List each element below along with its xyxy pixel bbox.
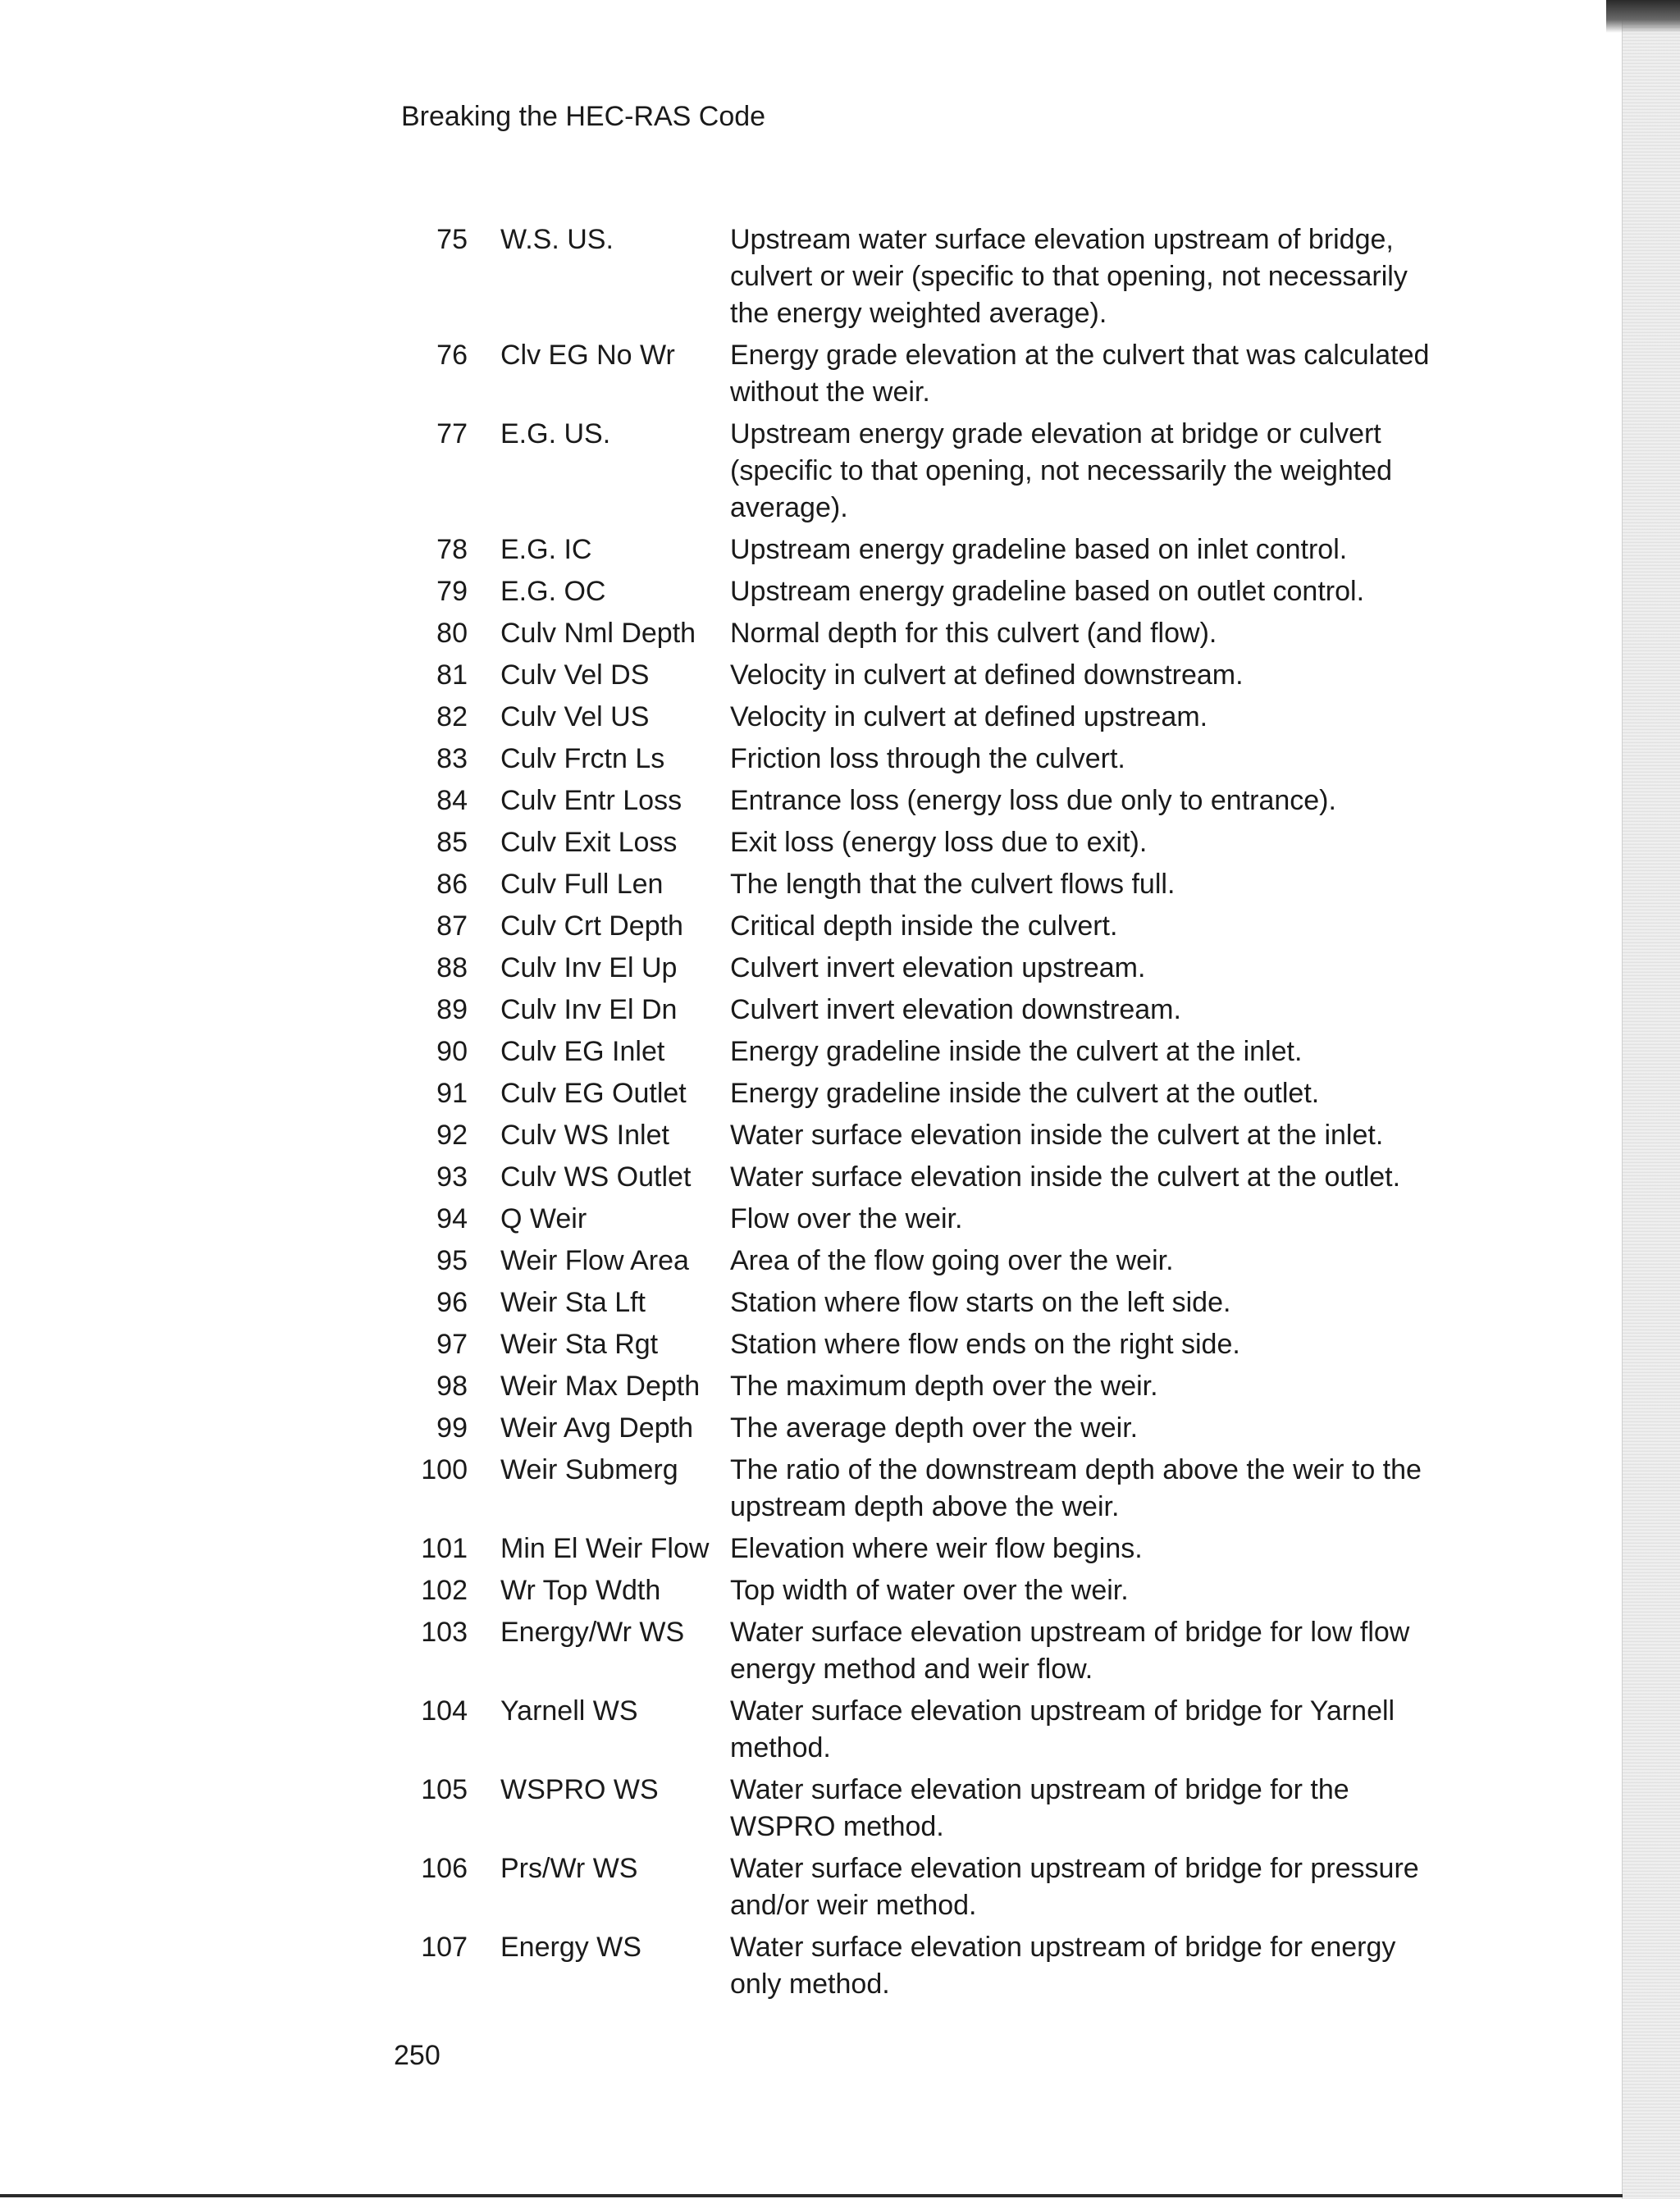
entry-number: 77 — [436, 418, 468, 449]
list-item — [410, 992, 1493, 1029]
list-item — [410, 337, 1493, 411]
variable-description: Normal depth for this culvert (and flow). — [730, 618, 1217, 649]
entry-number: 98 — [436, 1371, 468, 1402]
entry-number: 75 — [436, 224, 468, 255]
variable-description: Water surface elevation upstream of bridge for Yarnell method. — [730, 1695, 1395, 1763]
list-item — [410, 1614, 1493, 1688]
list-item — [410, 1243, 1493, 1280]
entry-number: 88 — [436, 952, 468, 983]
variable-description: Entrance loss (energy loss due only to entrance). — [730, 785, 1336, 816]
variable-description: Culvert invert elevation upstream. — [730, 952, 1146, 983]
entry-number: 94 — [436, 1203, 468, 1234]
variable-description: The ratio of the downstream depth above the weir to the upstream depth above the weir. — [730, 1454, 1422, 1522]
variable-description: Velocity in culvert at defined downstream. — [730, 659, 1244, 691]
list-item — [410, 615, 1493, 652]
variable-name: Culv EG Inlet — [500, 1036, 665, 1067]
variable-description: Flow over the weir. — [730, 1203, 963, 1234]
entry-number: 76 — [436, 340, 468, 371]
variable-description: The maximum depth over the weir. — [730, 1371, 1158, 1402]
entry-number: 89 — [436, 994, 468, 1025]
list-item — [410, 1326, 1493, 1363]
entry-number: 95 — [436, 1245, 468, 1276]
variable-description: Water surface elevation inside the culvert at the outlet. — [730, 1161, 1401, 1193]
list-item — [410, 908, 1493, 945]
variable-description: Water surface elevation upstream of bridge for low flow energy method and weir flow. — [730, 1617, 1410, 1685]
list-item — [410, 782, 1493, 819]
variable-name: Clv EG No Wr — [500, 340, 675, 371]
list-item — [410, 221, 1493, 332]
entry-number: 82 — [436, 701, 468, 732]
variable-name: Culv Entr Loss — [500, 785, 682, 816]
variable-description: Upstream energy grade elevation at bridge or culvert (specific to that opening, not necessarily the weighted average). — [730, 418, 1393, 523]
variable-description: Water surface elevation inside the culvert at the inlet. — [730, 1120, 1384, 1151]
entry-number: 97 — [436, 1329, 468, 1360]
variable-description: Energy gradeline inside the culvert at the outlet. — [730, 1078, 1320, 1109]
variable-description: Elevation where weir flow begins. — [730, 1533, 1143, 1564]
variable-name: Culv Full Len — [500, 869, 664, 900]
variable-name: E.G. OC — [500, 576, 606, 607]
variable-name: W.S. US. — [500, 224, 614, 255]
variable-name: Culv WS Inlet — [500, 1120, 669, 1151]
list-item — [410, 573, 1493, 610]
variable-name: Weir Submerg — [500, 1454, 678, 1485]
variable-description: Upstream water surface elevation upstream of bridge, culvert or weir (specific to that opening, not necessarily the energy weighted average). — [730, 224, 1408, 329]
variable-name: Culv Nml Depth — [500, 618, 696, 649]
entry-number: 87 — [436, 910, 468, 942]
list-item — [410, 657, 1493, 694]
variable-name: Culv WS Outlet — [500, 1161, 692, 1193]
variable-description: Culvert invert elevation downstream. — [730, 994, 1181, 1025]
variable-description: Station where flow starts on the left side. — [730, 1287, 1231, 1318]
entry-number: 107 — [421, 1932, 468, 1963]
list-item — [410, 1850, 1493, 1924]
variable-name: Min El Weir Flow — [500, 1533, 710, 1564]
entry-number: 84 — [436, 785, 468, 816]
list-item — [410, 699, 1493, 736]
variable-name: Culv Vel DS — [500, 659, 650, 691]
entry-number: 96 — [436, 1287, 468, 1318]
list-item — [410, 824, 1493, 861]
variable-name: Wr Top Wdth — [500, 1575, 661, 1606]
variable-description: Upstream energy gradeline based on inlet control. — [730, 534, 1348, 565]
variable-name: Energy WS — [500, 1932, 641, 1963]
variable-name: Weir Sta Lft — [500, 1287, 646, 1318]
variable-description: Water surface elevation upstream of bridge for energy only method. — [730, 1932, 1396, 2000]
entry-number: 92 — [436, 1120, 468, 1151]
variable-description: The length that the culvert flows full. — [730, 869, 1176, 900]
variable-description: Energy gradeline inside the culvert at the inlet. — [730, 1036, 1303, 1067]
entry-number: 102 — [421, 1575, 468, 1606]
list-item — [410, 532, 1493, 568]
entry-number: 80 — [436, 618, 468, 649]
list-item — [410, 416, 1493, 527]
variable-name: Weir Flow Area — [500, 1245, 689, 1276]
variable-description: Upstream energy gradeline based on outlet control. — [730, 576, 1365, 607]
variable-name: Energy/Wr WS — [500, 1617, 685, 1648]
variable-name: WSPRO WS — [500, 1774, 659, 1805]
list-item — [410, 1033, 1493, 1070]
entry-number: 83 — [436, 743, 468, 774]
running-header: Breaking the HEC-RAS Code — [401, 101, 766, 132]
variable-description: Friction loss through the culvert. — [730, 743, 1125, 774]
page-bottom-edge — [0, 2194, 1623, 2197]
list-item — [410, 1201, 1493, 1238]
variable-name: Culv Inv El Up — [500, 952, 678, 983]
list-item — [410, 1159, 1493, 1196]
variable-name: Weir Sta Rgt — [500, 1329, 659, 1360]
variable-name: Culv Crt Depth — [500, 910, 683, 942]
list-item — [410, 1772, 1493, 1845]
variable-name: E.G. IC — [500, 534, 592, 565]
list-item — [410, 1284, 1493, 1321]
variable-description: Energy grade elevation at the culvert that was calculated without the weir. — [730, 340, 1430, 408]
variable-name: Weir Max Depth — [500, 1371, 701, 1402]
list-item — [410, 1531, 1493, 1567]
entry-number: 93 — [436, 1161, 468, 1193]
list-item — [410, 1693, 1493, 1767]
variable-description: Water surface elevation upstream of bridge for the WSPRO method. — [730, 1774, 1349, 1842]
page-corner-shadow — [1606, 0, 1680, 33]
list-item — [410, 1929, 1493, 2003]
entry-number: 81 — [436, 659, 468, 691]
entry-number: 100 — [421, 1454, 468, 1485]
variable-description: Water surface elevation upstream of bridge for pressure and/or weir method. — [730, 1853, 1419, 1921]
entry-number: 90 — [436, 1036, 468, 1067]
variable-description: Critical depth inside the culvert. — [730, 910, 1118, 942]
entry-number: 103 — [421, 1617, 468, 1648]
list-item — [410, 1117, 1493, 1154]
list-item — [410, 950, 1493, 987]
variable-description: Exit loss (energy loss due to exit). — [730, 827, 1148, 858]
variable-description: Top width of water over the weir. — [730, 1575, 1129, 1606]
entry-number: 104 — [421, 1695, 468, 1727]
entry-number: 78 — [436, 534, 468, 565]
variable-name: Culv Inv El Dn — [500, 994, 678, 1025]
variable-description: The average depth over the weir. — [730, 1412, 1139, 1444]
list-item — [410, 1452, 1493, 1526]
variable-description: Velocity in culvert at defined upstream. — [730, 701, 1208, 732]
variable-name: Yarnell WS — [500, 1695, 638, 1727]
variable-list — [410, 221, 1493, 2008]
page-number: 250 — [394, 2040, 441, 2071]
list-item — [410, 1075, 1493, 1112]
variable-name: E.G. US. — [500, 418, 611, 449]
entry-number: 99 — [436, 1412, 468, 1444]
variable-name: Weir Avg Depth — [500, 1412, 693, 1444]
entry-number: 79 — [436, 576, 468, 607]
variable-name: Q Weir — [500, 1203, 587, 1234]
page-gutter-shadow — [1622, 0, 1680, 2199]
entry-number: 101 — [421, 1533, 468, 1564]
variable-name: Culv EG Outlet — [500, 1078, 687, 1109]
variable-name: Culv Frctn Ls — [500, 743, 665, 774]
variable-name: Culv Vel US — [500, 701, 650, 732]
entry-number: 106 — [421, 1853, 468, 1884]
entry-number: 91 — [436, 1078, 468, 1109]
list-item — [410, 741, 1493, 778]
list-item — [410, 1410, 1493, 1447]
entry-number: 85 — [436, 827, 468, 858]
entry-number: 105 — [421, 1774, 468, 1805]
variable-description: Station where flow ends on the right side. — [730, 1329, 1240, 1360]
list-item — [410, 1368, 1493, 1405]
variable-name: Culv Exit Loss — [500, 827, 678, 858]
list-item — [410, 866, 1493, 903]
entry-number: 86 — [436, 869, 468, 900]
variable-name: Prs/Wr WS — [500, 1853, 638, 1884]
list-item — [410, 1572, 1493, 1609]
variable-description: Area of the flow going over the weir. — [730, 1245, 1174, 1276]
